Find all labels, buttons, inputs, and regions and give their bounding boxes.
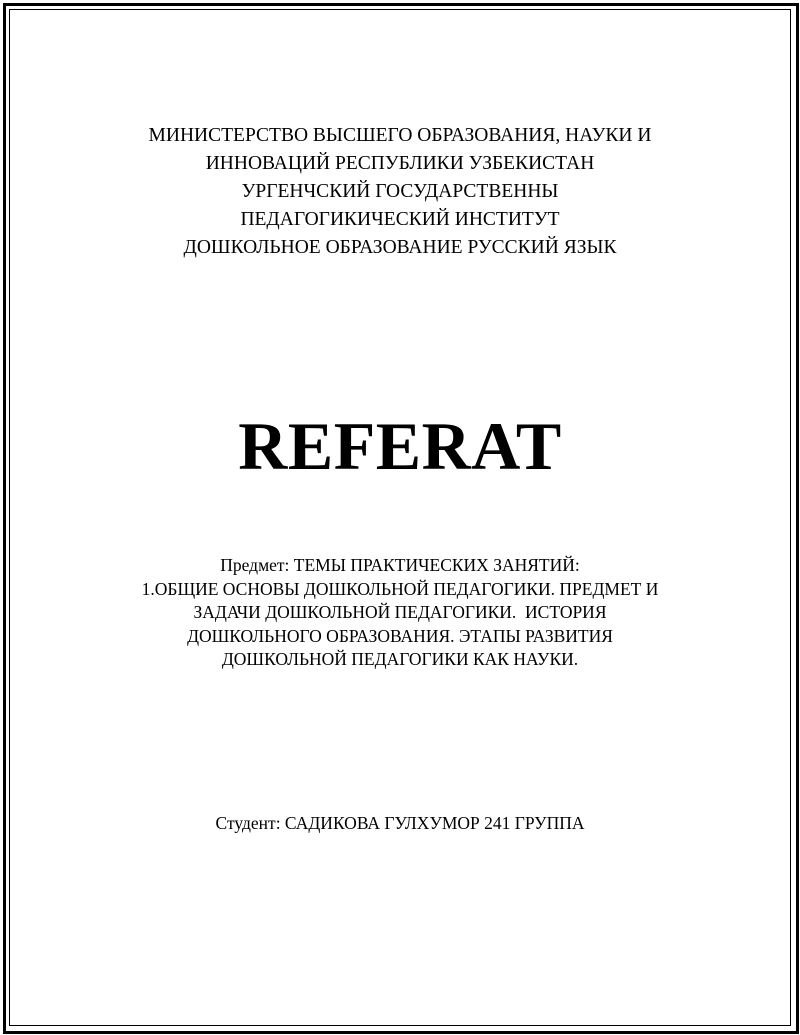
header-line: ПЕДАГОГИКИЧЕСКИЙ ИНСТИТУТ [240, 209, 560, 230]
header-line: УРГЕНЧСКИЙ ГОСУДАРСТВЕННЫ [241, 181, 559, 202]
institution-header [0, 122, 800, 262]
student-info: Студент: САДИКОВА ГУЛХУМОР 241 ГРУППА [215, 813, 585, 833]
subject-line: ДОШКОЛЬНОЙ ПЕДАГОГИКИ КАК НАУКИ. [221, 649, 579, 669]
header-line: ИННОВАЦИЙ РЕСПУБЛИКИ УЗБЕКИСТАН [205, 153, 595, 174]
header-line: ДОШКОЛЬНОЕ ОБРАЗОВАНИЕ РУССКИЙ ЯЗЫК [183, 237, 617, 258]
subject-line: Предмет: ТЕМЫ ПРАКТИЧЕСКИХ ЗАНЯТИЙ: [220, 555, 580, 575]
document-title: REFERAT [238, 408, 562, 484]
subject-line: ЗАДАЧИ ДОШКОЛЬНОЙ ПЕДАГОГИКИ. ИСТОРИЯ [193, 602, 607, 622]
subject-line: 1.ОБЩИЕ ОСНОВЫ ДОШКОЛЬНОЙ ПЕДАГОГИКИ. ПРЕДМЕТ И [141, 578, 659, 599]
subject-line: ДОШКОЛЬНОГО ОБРАЗОВАНИЯ. ЭТАПЫ РАЗВИТИЯ [187, 625, 613, 646]
header-line: МИНИСТЕРСТВО ВЫСШЕГО ОБРАЗОВАНИЯ, НАУКИ И [148, 125, 652, 146]
subject-block [0, 554, 800, 672]
